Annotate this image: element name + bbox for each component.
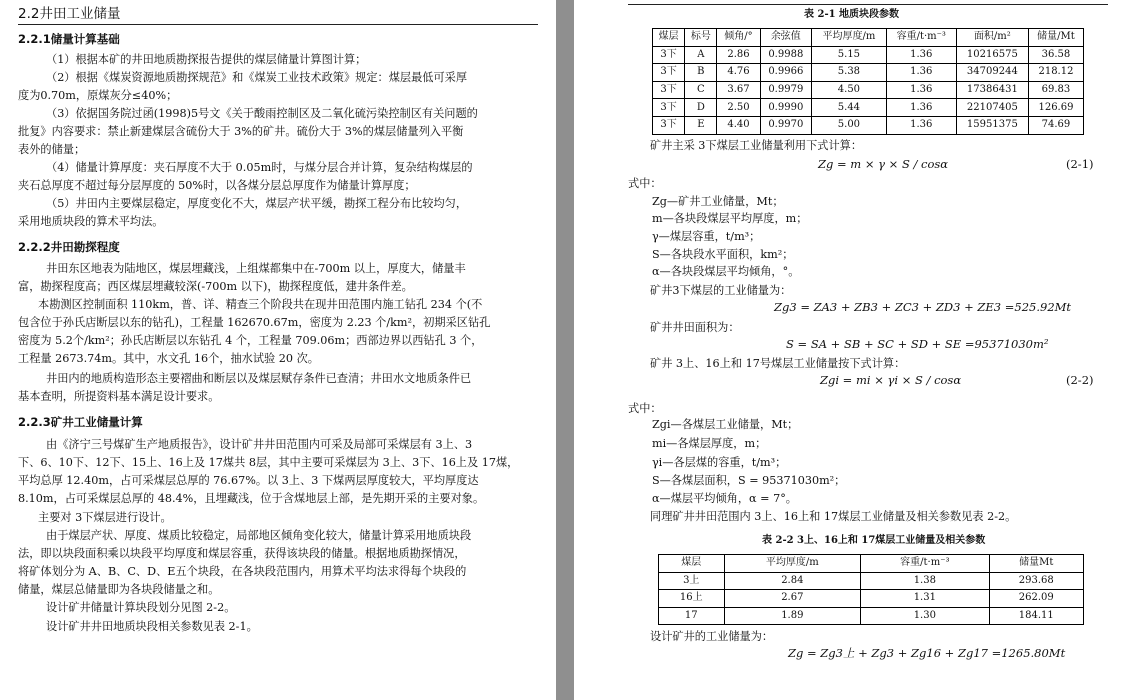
table-cell: 2.67	[724, 590, 861, 608]
table-cell: 1.36	[886, 64, 956, 82]
table-header-cell: 标号	[685, 29, 717, 47]
table-cell: 1.89	[724, 607, 861, 625]
table-header-cell: 平均厚度/m	[724, 555, 861, 573]
paragraph-line: 法，即以块段面积乘以块段平均厚度和煤层容重，获得该块段的储量。根据地质勘探情况，	[18, 547, 466, 560]
table-header-cell: 余弦值	[760, 29, 812, 47]
table-cell: E	[685, 116, 717, 134]
paragraph-line: （4）储量计算厚度：夹石厚度不大于 0.05m时，与煤分层合并计算，复杂结构煤层的	[46, 161, 473, 174]
table-cell: 262.09	[989, 590, 1084, 608]
paragraph-line: 井田内的地质构造形态主要褶曲和断层以及煤层赋存条件已查清；井田水文地质条件已	[46, 372, 472, 385]
table-cell: 17386431	[956, 81, 1028, 99]
paragraph-line: 采用地质块段的算术平均法。	[18, 215, 164, 228]
table-2-1	[652, 28, 1084, 135]
paragraph-line: 储量，煤层总储量即为各块段储量之和。	[18, 583, 220, 596]
table-cell: 17	[659, 607, 725, 625]
table-cell: 1.36	[886, 81, 956, 99]
page-top-rule	[628, 4, 1108, 5]
table-cell: 3下	[653, 46, 685, 64]
table-row	[659, 590, 1084, 608]
definition-line: γ—煤层容重，t/m³；	[652, 230, 761, 243]
paragraph-line: 设计矿井的工业储量为：	[650, 630, 774, 643]
section-title-rule	[18, 24, 538, 25]
equation: Zg3 = ZA3 + ZB3 + ZC3 + ZD3 + ZE3 =525.92Mt	[774, 300, 1072, 314]
table-cell: 4.40	[717, 116, 760, 134]
paragraph-line: 矿井井田面积为：	[650, 321, 740, 334]
table-cell: 5.00	[812, 116, 887, 134]
paragraph-line: 矿井3下煤层的工业储量为：	[650, 284, 792, 297]
table-cell: 3下	[653, 81, 685, 99]
table-cell: 1.30	[861, 607, 989, 625]
table-cell: 184.11	[989, 607, 1084, 625]
definition-line: S—各块段水平面积，km²；	[652, 248, 794, 261]
table-header-cell: 平均厚度/m	[812, 29, 887, 47]
table-cell: 5.38	[812, 64, 887, 82]
paragraph-line: 基本查明，所提资料基本满足设计要求。	[18, 390, 220, 403]
table-cell: C	[685, 81, 717, 99]
table-cell: 1.36	[886, 99, 956, 117]
table-row	[659, 607, 1084, 625]
heading-2-2-3: 2.2.3矿井工业储量计算	[18, 415, 143, 429]
table-cell: 1.38	[861, 572, 989, 590]
paragraph-line: 式中：	[628, 402, 662, 415]
table-header-cell: 容重/t·m⁻³	[861, 555, 989, 573]
table-cell: 0.9970	[760, 116, 812, 134]
table-cell: 3.67	[717, 81, 760, 99]
table-cell: 1.36	[886, 116, 956, 134]
paragraph-line: 矿井 3上、16上和 17号煤层工业储量按下式计算：	[650, 357, 906, 370]
table-cell: 3上	[659, 572, 725, 590]
table-header-cell: 容重/t·m⁻³	[886, 29, 956, 47]
table-row	[653, 64, 1084, 82]
definition-line: Zg—矿井工业储量，Mt；	[652, 195, 784, 208]
paragraph-line: 同理矿井井田范围内 3上、16上和 17煤层工业储量及相关参数见表 2-2。	[650, 510, 1017, 523]
table-header-cell: 面积/m²	[956, 29, 1028, 47]
paragraph-line: 主要对 3下煤层进行设计。	[38, 511, 172, 524]
paragraph-line: 设计矿井储量计算块段划分见图 2-2。	[46, 601, 236, 614]
heading-2-2-1: 2.2.1储量计算基础	[18, 32, 120, 46]
paragraph-line: （2）根据《煤炭资源地质勘探规范》和《煤炭工业技术政策》规定：煤层最低可采厚	[46, 71, 468, 84]
table-cell: 3下	[653, 99, 685, 117]
table-cell: 22107405	[956, 99, 1028, 117]
page-gutter	[556, 0, 574, 700]
table-cell: 3下	[653, 64, 685, 82]
table-header-row	[659, 555, 1084, 573]
table-cell: 1.36	[886, 46, 956, 64]
section-title: 2.2井田工业储量	[18, 6, 121, 22]
paragraph-line: 8.10m，占可采煤层总厚的 48.4%，且埋藏浅，位于含煤地层上部，是先期开采的主要对象。	[18, 492, 485, 505]
table-cell: 5.15	[812, 46, 887, 64]
table-cell: 5.44	[812, 99, 887, 117]
table-row	[653, 116, 1084, 134]
table-cell: 3下	[653, 116, 685, 134]
equation-number: (2-1)	[1066, 157, 1094, 171]
table-2-1-caption: 表 2-1 地质块段参数	[804, 9, 900, 20]
paragraph-line: 表外的储量；	[18, 143, 86, 156]
paragraph-line: （5）井田内主要煤层稳定，厚度变化不大，煤层产状平缓，勘探工程分布比较均匀，	[46, 197, 468, 210]
table-cell: B	[685, 64, 717, 82]
paragraph-line: 将矿体划分为 A、B、C、D、E五个块段，在各块段范围内，用算术平均法求得每个块段的	[18, 565, 467, 578]
definition-line: S—各煤层面积，S = 95371030m²；	[652, 474, 846, 487]
paragraph-line: 本勘测区控制面积 110km，普、详、精查三个阶段共在现井田范围内施工钻孔 234 个(不	[38, 298, 483, 311]
table-cell: 36.58	[1028, 46, 1083, 64]
table-cell: 1.31	[861, 590, 989, 608]
equation: S = SA + SB + SC + SD + SE =95371030m²	[786, 337, 1049, 351]
table-header-cell: 储量/Mt	[1028, 29, 1083, 47]
paragraph-line: 矿井主采 3下煤层工业储量利用下式计算：	[650, 139, 863, 152]
table-row	[653, 46, 1084, 64]
table-cell: A	[685, 46, 717, 64]
table-cell: 4.50	[812, 81, 887, 99]
table-cell: 2.86	[717, 46, 760, 64]
paragraph-line: 井田东区地表为陆地区，煤层埋藏浅，上组煤都集中在-700m 以上，厚度大，储量丰	[46, 262, 466, 275]
paragraph-line: （1）根据本矿的井田地质勘探报告提供的煤层储量计算图计算；	[46, 53, 367, 66]
paragraph-line: 平均总厚 12.40m，占可采煤层总厚的 76.67%。以 3上、3 下煤两层厚度较大，平均厚度达	[18, 474, 479, 487]
table-header-cell: 倾角/°	[717, 29, 760, 47]
paragraph-line: 包含位于孙氏店断层以东的钻孔)，工程量 162670.67m，密度为 2.23 个/km²，初期采区钻孔	[18, 316, 491, 329]
table-2-2	[658, 554, 1084, 625]
document-page-left	[0, 0, 556, 700]
table-cell: 4.76	[717, 64, 760, 82]
paragraph-line: 下、6、10下、12下、15上、16上及 17煤共 8层，其中主要可采煤层为 3上、3下、16上及 17煤，	[18, 456, 519, 469]
definition-line: α—煤层平均倾角，α = 7°。	[652, 492, 797, 505]
definition-line: mi—各煤层厚度，m；	[652, 437, 767, 450]
table-row	[659, 572, 1084, 590]
table-cell: 0.9988	[760, 46, 812, 64]
equation-2-2: Zgi = mi × γi × S / cosα	[820, 373, 962, 387]
equation: Zg = Zg3上 + Zg3 + Zg16 + Zg17 =1265.80Mt	[788, 646, 1066, 660]
paragraph-line: 批复》内容要求：禁止新建煤层含硫份大于 3%的矿井。硫份大于 3%的煤层储量列入平衡	[18, 125, 464, 138]
table-cell: 15951375	[956, 116, 1028, 134]
paragraph-line: 工程量 2673.74m。其中，水文孔 16个，抽水试验 20 次。	[18, 352, 319, 365]
paragraph-line: 夹石总厚度不超过每分层厚度的 50%时，以各煤分层总厚度作为储量计算厚度；	[18, 179, 416, 192]
document-page-right	[574, 0, 1128, 700]
table-cell: 74.69	[1028, 116, 1083, 134]
definition-line: m—各块段煤层平均厚度，m；	[652, 212, 808, 225]
table-cell: 0.9979	[760, 81, 812, 99]
table-cell: 0.9966	[760, 64, 812, 82]
paragraph-line: （3）依据国务院过函(1998)5号文《关于酸雨控制区及二氧化硫污染控制区有关问题的	[46, 107, 478, 120]
table-cell: D	[685, 99, 717, 117]
definition-line: Zgi—各煤层工业储量，Mt；	[652, 418, 799, 431]
definition-line: α—各块段煤层平均倾角，°。	[652, 265, 800, 278]
paragraph-line: 由《济宁三号煤矿生产地质报告》，设计矿井井田范围内可采及局部可采煤层有 3上、3	[46, 438, 473, 451]
equation-2-1: Zg = m × γ × S / cosα	[818, 157, 949, 171]
table-header-row	[653, 29, 1084, 47]
table-header-cell: 煤层	[653, 29, 685, 47]
heading-2-2-2: 2.2.2井田勘探程度	[18, 240, 120, 254]
table-cell: 16上	[659, 590, 725, 608]
table-row	[653, 99, 1084, 117]
table-cell: 69.83	[1028, 81, 1083, 99]
paragraph-line: 密度为 5.2个/km²；孙氏店断层以东钻孔 4 个，工程量 709.06m；西部边界以西钻孔 3 个，	[18, 334, 483, 347]
table-cell: 126.69	[1028, 99, 1083, 117]
paragraph-line: 富，勘探程度高；西区煤层埋藏较深(-700m 以下)，勘探程度低，建井条件差。	[18, 280, 413, 293]
definition-line: γi—各层煤的容重，t/m³；	[652, 456, 787, 469]
table-header-cell: 储量Mt	[989, 555, 1084, 573]
paragraph-line: 式中：	[628, 177, 662, 190]
table-cell: 2.84	[724, 572, 861, 590]
table-row	[653, 81, 1084, 99]
table-2-2-caption: 表 2-2 3上、16上和 17煤层工业储量及相关参数	[762, 535, 986, 546]
table-cell: 218.12	[1028, 64, 1083, 82]
table-cell: 2.50	[717, 99, 760, 117]
paragraph-line: 由于煤层产状、厚度、煤质比较稳定，局部地区倾角变化较大，储量计算采用地质块段	[46, 529, 472, 542]
table-header-cell: 煤层	[659, 555, 725, 573]
table-cell: 0.9990	[760, 99, 812, 117]
table-cell: 10216575	[956, 46, 1028, 64]
equation-number: (2-2)	[1066, 373, 1094, 387]
table-cell: 34709244	[956, 64, 1028, 82]
paragraph-line: 度为0.70m，原煤灰分≤40%；	[18, 89, 178, 102]
paragraph-line: 设计矿井井田地质块段相关参数见表 2-1。	[46, 620, 258, 633]
table-cell: 293.68	[989, 572, 1084, 590]
